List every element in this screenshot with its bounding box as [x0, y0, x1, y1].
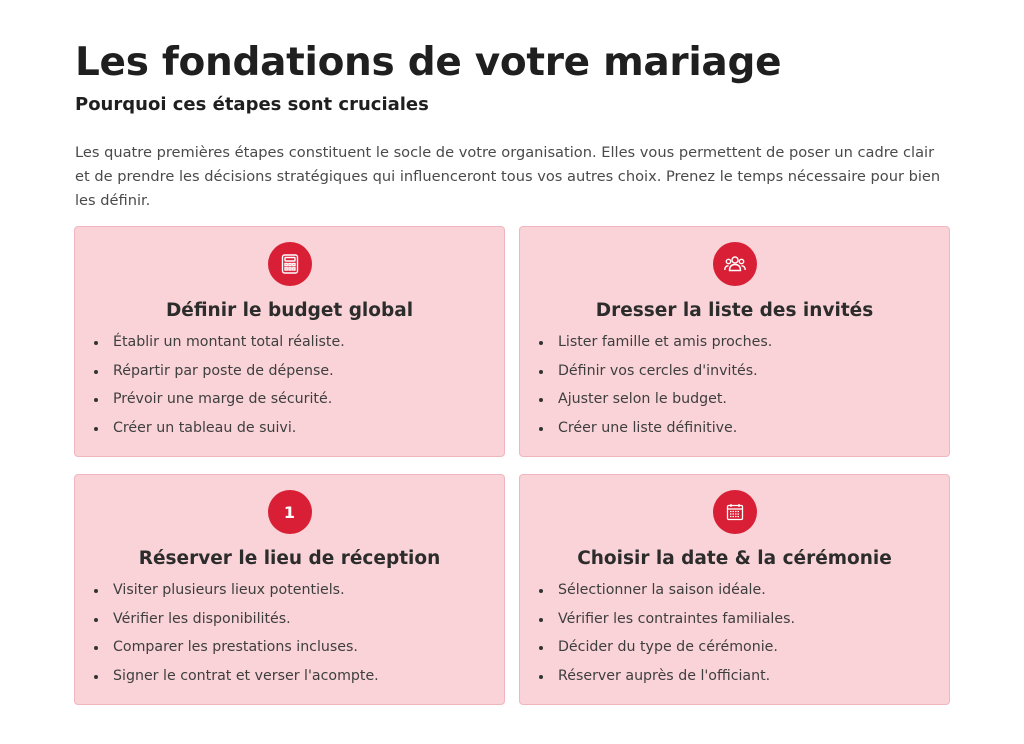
list-item: Définir vos cercles d'invités.: [538, 361, 937, 390]
list-item: Répartir par poste de dépense.: [93, 361, 492, 390]
card-title: Définir le budget global: [165, 300, 414, 321]
card-venue: [74, 474, 505, 705]
card-list: [93, 580, 492, 695]
intro-paragraph: Les quatre premières étapes constituent le socle de votre organisation. Elles vous permettent de poser un cadre clair et de prendre les décisions stratégiques qui influenceront tous vos autres choix. Prenez le temps nécessaire pour bien les définir.: [75, 144, 941, 209]
list-item: Signer le contrat et verser l'acompte.: [93, 666, 492, 695]
card-budget: [74, 226, 505, 457]
card-guests: [519, 226, 950, 457]
list-item: Vérifier les contraintes familiales.: [538, 609, 937, 638]
list-item: Prévoir une marge de sécurité.: [93, 389, 492, 418]
page-title: Les fondations de votre mariage: [75, 40, 782, 85]
number-one-icon: 1: [268, 490, 312, 534]
card-list: [93, 332, 492, 447]
list-item: Ajuster selon le budget.: [538, 389, 937, 418]
people-group-icon: [713, 242, 757, 286]
list-item: Créer un tableau de suivi.: [93, 418, 492, 447]
card-title: Choisir la date & la cérémonie: [577, 548, 892, 569]
steps-grid: [74, 226, 950, 704]
card-list: [538, 580, 937, 695]
card-title: Réserver le lieu de réception: [138, 548, 441, 569]
list-item: Créer une liste définitive.: [538, 418, 937, 447]
card-date: [519, 474, 950, 705]
list-item: Comparer les prestations incluses.: [93, 637, 492, 666]
calculator-icon: [268, 242, 312, 286]
list-item: Établir un montant total réaliste.: [93, 332, 492, 361]
list-item: Lister famille et amis proches.: [538, 332, 937, 361]
page-subtitle: Pourquoi ces étapes sont cruciales: [75, 94, 429, 115]
list-item: Vérifier les disponibilités.: [93, 609, 492, 638]
list-item: Décider du type de cérémonie.: [538, 637, 937, 666]
calendar-icon: [713, 490, 757, 534]
card-title: Dresser la liste des invités: [595, 300, 874, 321]
list-item: Visiter plusieurs lieux potentiels.: [93, 580, 492, 609]
list-item: Réserver auprès de l'officiant.: [538, 666, 937, 695]
card-list: [538, 332, 937, 447]
list-item: Sélectionner la saison idéale.: [538, 580, 937, 609]
